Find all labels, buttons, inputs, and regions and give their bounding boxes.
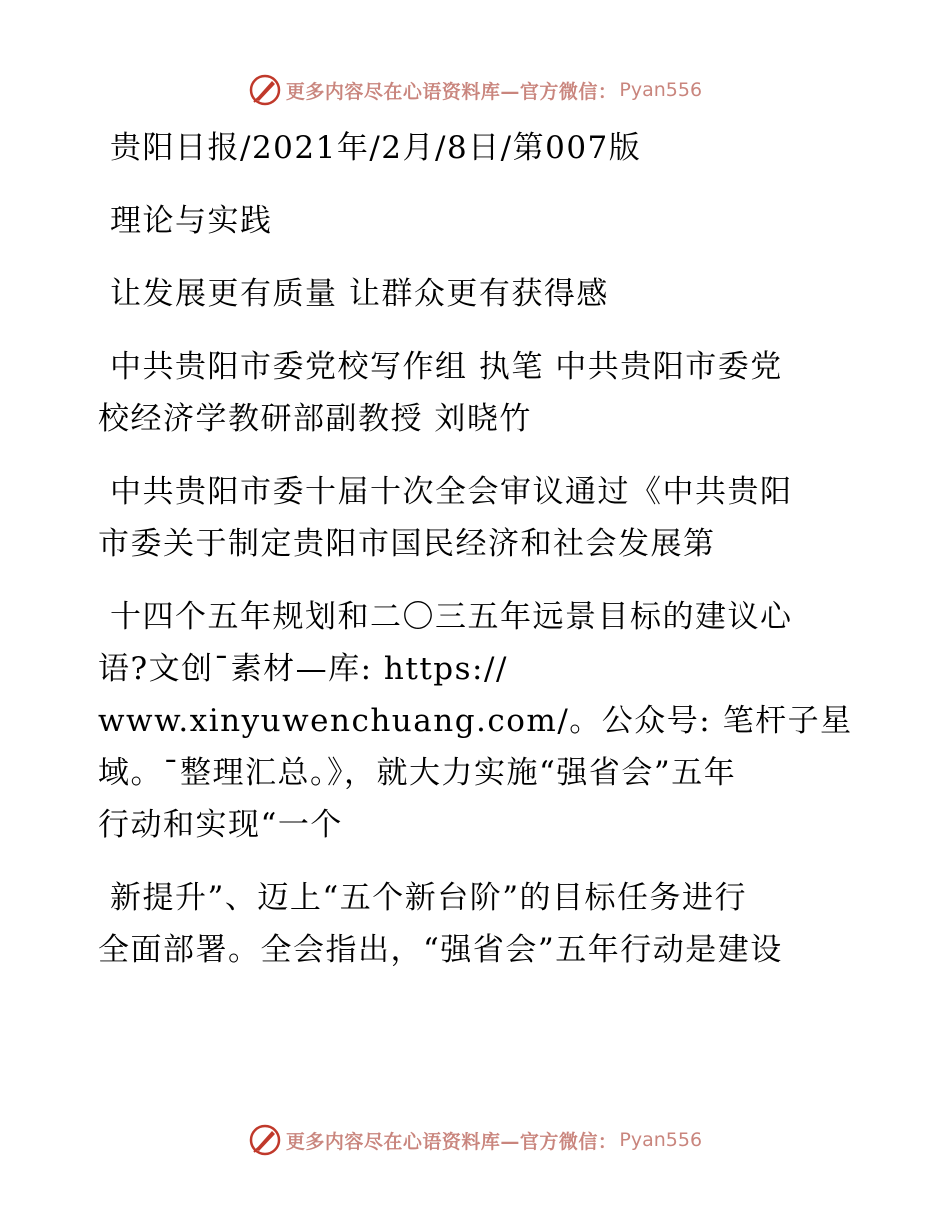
- text-line: 理论与实践: [110, 203, 273, 239]
- text-line: 让发展更有质量 让群众更有获得感: [110, 276, 609, 312]
- text-line: 新提升”、迈上“五个新台阶”的目标任务进行: [110, 880, 748, 916]
- text-line: 全面部署。全会指出，“强省会”五年行动是建设: [98, 932, 783, 968]
- text-line: 中共贵阳市委党校写作组 执笔 中共贵阳市委党: [110, 349, 783, 385]
- quill-pen-seal-icon: [248, 1123, 282, 1157]
- article-body: [98, 122, 858, 997]
- paragraph-byline: [98, 341, 858, 445]
- paragraph-body-2: [98, 591, 858, 851]
- text-line: 市委关于制定贵阳市国民经济和社会发展第: [98, 526, 716, 562]
- watermark-account: Pyan556: [619, 79, 703, 101]
- text-line: 十四个五年规划和二〇三五年远景目标的建议心: [110, 599, 793, 635]
- header-watermark: [0, 70, 950, 110]
- paragraph-body-3: [98, 872, 858, 976]
- text-line: 域。¯整理汇总。》，就大力实施“强省会”五年: [98, 755, 737, 791]
- watermark-text: 更多内容尽在心语资料库—官方微信：: [285, 1130, 618, 1153]
- footer-watermark: [0, 1120, 950, 1160]
- text-line: 行动和实现“一个: [98, 807, 343, 843]
- paragraph-headline: [98, 268, 858, 320]
- watermark-account: Pyan556: [619, 1129, 703, 1151]
- paragraph-body-1: [98, 466, 858, 570]
- text-line: 贵阳日报/2021年/2月/8日/第007版: [110, 130, 642, 166]
- text-line: 中共贵阳市委十届十次全会审议通过《中共贵阳: [110, 474, 793, 510]
- text-line: www.xinyuwenchuang.com/。公众号: 笔杆子星: [98, 703, 853, 739]
- text-line: 语?文创¯素材—库: https://: [98, 651, 508, 687]
- paragraph-source: [98, 122, 858, 174]
- text-line: 校经济学教研部副教授 刘晓竹: [98, 401, 532, 437]
- paragraph-column: [98, 195, 858, 247]
- quill-pen-seal-icon: [248, 73, 282, 107]
- watermark-text: 更多内容尽在心语资料库—官方微信：: [285, 80, 618, 103]
